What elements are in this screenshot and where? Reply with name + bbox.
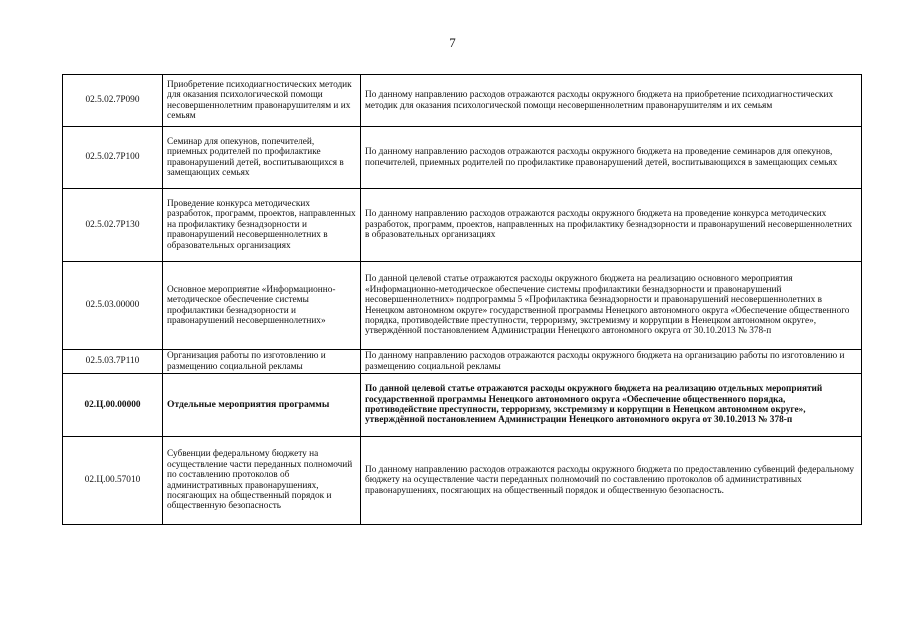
page-number: 7 <box>449 35 456 50</box>
table-row <box>63 127 862 189</box>
row-code: 02.Ц.00.00000 <box>63 374 163 437</box>
row-code: 02.5.02.7P130 <box>63 189 163 262</box>
table-row <box>63 189 862 262</box>
row-description: По данному направлению расходов отражаются расходы окружного бюджета на организацию работы по изготовлению и размещению социальной рекламы <box>361 350 862 374</box>
row-name: Семинар для опекунов, попечителей, приемных родителей по профилактике правонарушений детей, воспитывающихся в замещающих семьях <box>163 127 361 189</box>
row-code: 02.5.02.7P100 <box>63 127 163 189</box>
row-description: По данной целевой статье отражаются расходы окружного бюджета на реализацию отдельных мероприятий государственной программы Ненецкого автономного округа «Обеспечение общественного порядка, противодействие преступности, терроризму, экстремизму и коррупции в Ненецком автономном округе», утверждённой постановлением Администрации Ненецкого автономного округа от 30.10.2013 № 378-п <box>361 374 862 437</box>
row-name: Проведение конкурса методических разработок, программ, проектов, направленных на профилактику безнадзорности и правонарушений несовершеннолетних в образовательных организациях <box>163 189 361 262</box>
row-name: Субвенции федеральному бюджету на осуществление части переданных полномочий по составлению протоколов об административных правонарушениях, посягающих на общественный порядок и общественную безопасность <box>163 437 361 525</box>
table-row <box>63 75 862 127</box>
table-row <box>63 262 862 350</box>
row-description: По данному направлению расходов отражаются расходы окружного бюджета на проведение конкурса методических разработок, программ, проектов, направленных на профилактику безнадзорности и правонарушений несовершеннолетних в образовательных организациях <box>361 189 862 262</box>
row-name: Отдельные мероприятия программы <box>163 374 361 437</box>
table-row <box>63 437 862 525</box>
row-code: 02.5.02.7P090 <box>63 75 163 127</box>
budget-classification-table <box>62 74 862 525</box>
row-code: 02.5.03.00000 <box>63 262 163 350</box>
row-name: Приобретение психодиагностических методик для оказания психологической помощи несовершеннолетним правонарушителям и их семьям <box>163 75 361 127</box>
row-description: По данной целевой статье отражаются расходы окружного бюджета на реализацию основного мероприятия «Информационно-методическое обеспечение системы профилактики безнадзорности и правонарушений несовершеннолетних» подпрограммы 5 «Профилактика безнадзорности и правонарушений несовершеннолетних в Ненецком автономном округе» государственной программы Ненецкого автономного округа «Обеспечение общественного порядка, противодействие преступности, терроризму, экстремизму и коррупции в Ненецком автономном округе», утверждённой постановлением Администрации Ненецкого автономного округа от 30.10.2013 № 378-п <box>361 262 862 350</box>
row-code: 02.Ц.00.57010 <box>63 437 163 525</box>
table-row <box>63 374 862 437</box>
row-description: По данному направлению расходов отражаются расходы окружного бюджета на проведение семинаров для опекунов, попечителей, приемных родителей по профилактике правонарушений детей, воспитывающихся в замещающих семьях <box>361 127 862 189</box>
row-name: Основное мероприятие «Информационно-методическое обеспечение системы профилактики безнадзорности и правонарушений несовершеннолетних» <box>163 262 361 350</box>
row-code: 02.5.03.7P110 <box>63 350 163 374</box>
row-description: По данному направлению расходов отражаются расходы окружного бюджета на приобретение психодиагностических методик для оказания психологической помощи несовершеннолетним правонарушителям и их семьям <box>361 75 862 127</box>
row-name: Организация работы по изготовлению и размещению социальной рекламы <box>163 350 361 374</box>
row-description: По данному направлению расходов отражаются расходы окружного бюджета по предоставлению субвенций федеральному бюджету на осуществление части переданных полномочий по составлению протоколов об административных правонарушениях, посягающих на общественный порядок и общественную безопасность. <box>361 437 862 525</box>
table-row <box>63 350 862 374</box>
